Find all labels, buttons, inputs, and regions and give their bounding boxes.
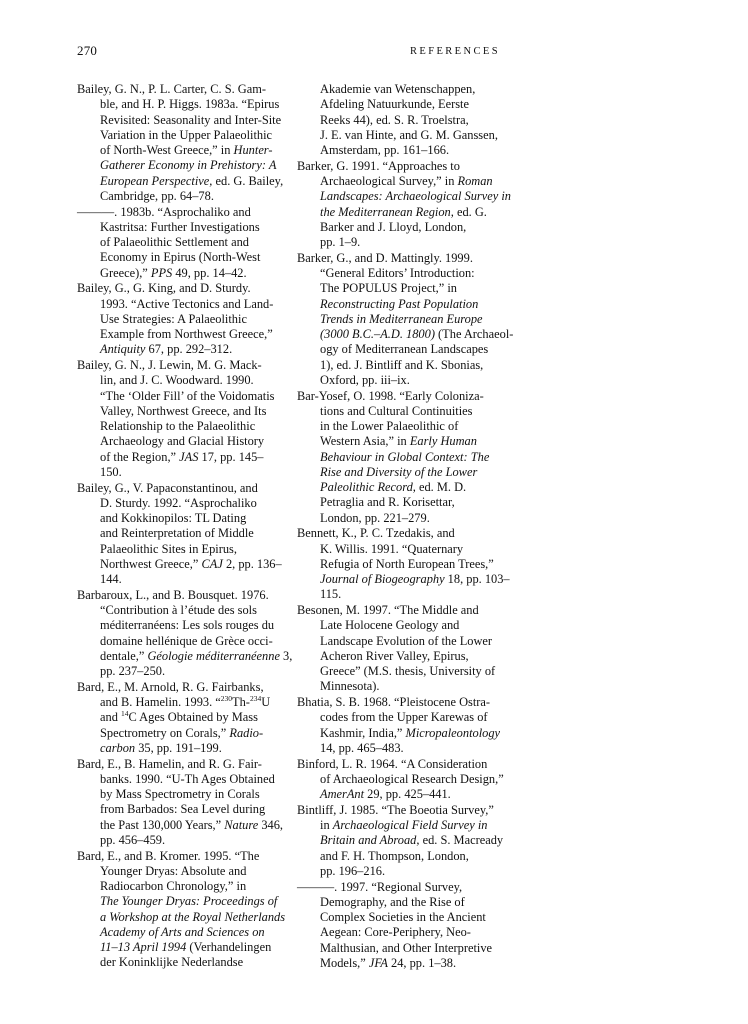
reference-line [77,955,295,970]
reference-line [297,159,499,174]
reference-line [77,281,295,296]
reference-text: Binford, L. R. 1964. “A Consideration [297,756,488,771]
reference-text: J. E. van Hinte, and G. M. Ganssen, [320,127,498,142]
reference-text: and [100,710,121,725]
reference-line [297,389,499,404]
reference-text: K. Willis. 1991. “Quaternary [320,541,464,556]
reference-line [77,603,295,618]
reference-text: dentale,” [100,648,148,663]
reference-entry [297,695,499,756]
italic-text: Reconstructing Past Population [320,296,479,311]
reference-entry [297,389,499,526]
reference-text: pp. 1–9. [320,235,361,249]
reference-line [77,588,295,603]
reference-text: Besonen, M. 1997. “The Middle and [297,603,479,617]
reference-text: (Verhandelingen [186,940,272,954]
reference-text: Greece),” [100,265,151,280]
reference-entry [297,250,514,388]
reference-text: ed. M. D. [415,480,467,494]
reference-entry [297,802,504,879]
reference-text: D. Sturdy. 1992. “Asprochaliko [100,495,257,510]
reference-text: ———. 1997. “Regional Survey, [297,879,463,894]
reference-line [77,879,295,894]
reference-line [297,618,499,633]
reference-line [297,587,499,602]
reference-line [77,113,295,128]
reference-text: Amsterdam, pp. 161–166. [320,143,450,157]
reference-line [77,205,295,220]
reference-line [297,849,499,864]
reference-line [297,266,499,281]
reference-text: pp. 456–459. [100,832,166,847]
reference-line [77,664,295,679]
reference-text: ble, and H. P. Higgs. 1983a. “Epirus [100,97,280,112]
reference-text: 24, pp. 1–38. [387,955,457,970]
reference-text: Valley, Northwest Greece, and Its [100,403,267,418]
italic-text: PPS [150,265,173,280]
italic-text: JAS [179,449,199,464]
reference-text: 150. [100,464,122,479]
reference-text: Bailey, G., G. King, and D. Sturdy. [77,281,251,296]
reference-line [77,389,295,404]
reference-line [297,235,499,250]
reference-text: in the Lower Palaeolithic of [320,419,459,433]
reference-text: Petraglia and R. Korisettar, [320,495,455,510]
reference-text: Kastritsa: Further Investigations [100,219,260,234]
references-column-left [77,82,295,971]
reference-line [297,174,499,189]
reference-text: Barker, G., and D. Mattingly. 1999. [297,250,473,265]
reference-line [77,342,295,357]
reference-line [77,542,295,557]
reference-text: Revisited: Seasonality and Inter-Site [100,112,282,127]
reference-line [77,297,295,312]
reference-line [297,189,511,204]
reference-line [297,557,499,572]
reference-line [297,864,499,879]
reference-text: tions and Cultural Continuities [320,403,473,418]
reference-text: Palaeolithic Sites in Epirus, [100,541,237,556]
reference-line [77,572,295,587]
italic-text: Nature [224,817,259,832]
reference-text: Bailey, G., V. Papaconstantinou, and [77,480,258,495]
reference-line [297,297,499,312]
italic-text: Landscapes: Archaeological Survey in [320,189,511,204]
reference-text: of Archaeological Research Design,” [320,771,504,786]
reference-line [77,557,295,572]
italic-text: Academy of Arts and Sciences on [100,924,265,939]
reference-line [77,864,295,879]
reference-text: 1), ed. J. Bintliff and K. Sbonias, [320,357,484,372]
reference-text: by Mass Spectrometry in Corals [100,787,260,801]
reference-line [77,695,295,710]
reference-line [297,771,504,787]
reference-text: ———. 1983b. “Asprochaliko and [77,204,251,219]
reference-line [297,910,499,925]
italic-text: Antiquity [100,342,146,357]
reference-text: 35, pp. 191–199. [135,740,222,755]
italic-text: Hunter- [233,143,273,157]
reference-line [297,710,499,725]
reference-text: “General Editors’ Introduction: [320,266,475,280]
italic-text: Britain and Abroad, [320,833,420,848]
reference-line [77,511,295,526]
reference-text: Complex Societies in the Ancient [320,910,486,924]
reference-text: 18, pp. 103– [444,572,510,586]
reference-entry [297,526,510,602]
reference-line [297,818,499,833]
reference-text: pp. 196–216. [320,863,386,878]
reference-text: and Kokkinopilos: TL Dating [100,511,247,525]
reference-entry [77,680,295,756]
reference-line [297,434,499,449]
reference-text: Economy in Epirus (North-West [100,250,261,265]
reference-text: Landscape Evolution of the Lower [320,633,493,648]
reference-line [297,741,499,756]
reference-text: ed. G. [453,204,487,219]
reference-text: méditerranéens: Les sols rouges du [100,618,275,633]
italic-text: Gatherer Economy in Prehistory: A [100,158,277,173]
reference-text: 2, pp. 136– [222,556,282,571]
reference-entry [77,205,295,281]
running-head: REFERENCES [410,46,500,57]
reference-entry [77,82,295,204]
reference-line [297,480,499,495]
reference-text: Acheron River Valley, Epirus, [320,648,469,663]
reference-line [77,373,295,388]
reference-line [77,465,295,480]
reference-text: 49, pp. 14–42. [172,265,247,280]
reference-line [77,710,295,725]
reference-line [77,358,295,373]
page-number: 270 [77,43,98,58]
reference-text: Greece” (M.S. thesis, University of [320,664,496,678]
reference-line [297,97,499,112]
reference-line [77,680,295,695]
reference-line [77,757,295,772]
reference-line [77,143,295,158]
reference-text: Kashmir, India,” [320,725,406,740]
reference-line [77,82,295,97]
reference-text: the Past 130,000 Years,” [100,817,225,832]
reference-text: Models,” [320,955,369,970]
reference-text: Bhatia, S. B. 1968. “Pleistocene Ostra- [297,695,491,709]
reference-line [297,281,499,296]
reference-line [297,833,504,848]
reference-entry [77,358,295,480]
reference-line [77,741,295,756]
reference-text: Th- [232,695,250,709]
reference-text: of Palaeolithic Settlement and [100,235,249,249]
reference-text: 115. [320,587,342,602]
reference-line [77,220,295,235]
reference-text: Oxford, pp. iii–ix. [320,372,410,387]
reference-text: ogy of Mediterranean Landscapes [320,342,489,357]
reference-line [77,634,295,649]
reference-text: (The Archaeol- [434,327,514,341]
reference-line [297,803,499,818]
reference-line [77,726,295,741]
reference-text: Northwest Greece,” [100,556,202,571]
reference-line [77,174,295,189]
reference-line [297,526,499,541]
reference-line [77,772,295,787]
reference-text: Bard, E., and B. Kromer. 1995. “The [77,848,260,863]
reference-text: Spectrometry on Corals,” [100,725,230,740]
reference-text: 29, pp. 425–441. [364,787,451,801]
italic-text: Trends in Mediterranean Europe [320,311,483,326]
reference-text: ed. G. Bailey, [212,173,284,188]
reference-entry [297,82,499,158]
reference-line [297,404,499,419]
reference-text: 1993. “Active Tectonics and Land- [100,296,274,311]
reference-entry [297,756,504,803]
reference-line [77,910,295,925]
reference-line [77,787,295,802]
reference-line [297,373,499,388]
reference-text: Aegean: Core-Periphery, Neo- [320,925,471,940]
reference-line [297,450,499,465]
reference-entry [77,849,295,971]
reference-text: Bintliff, J. 1985. “The Boeotia Survey,” [297,802,494,817]
reference-text: Barbaroux, L., and B. Bousquet. 1976. [77,587,269,602]
italic-text: AmerAnt [320,787,365,801]
reference-line [77,894,295,909]
reference-line [77,97,295,112]
reference-text: codes from the Upper Karewas of [320,710,488,725]
reference-line [297,342,499,357]
reference-entry [77,588,295,680]
italic-text: Journal of Biogeography [320,572,445,586]
reference-text: 17, pp. 145– [198,449,264,464]
reference-text: Cambridge, pp. 64–78. [100,188,214,203]
reference-text: Demography, and the Rise of [320,894,465,909]
reference-text: U [261,695,271,709]
italic-text: JFA [368,955,388,970]
italic-text: The Younger Dryas: Proceedings of [100,894,278,909]
italic-text: Géologie méditerranéenne [147,648,280,663]
reference-line [77,818,295,833]
reference-text: and F. H. Thompson, London, [320,848,469,863]
reference-line [297,205,499,220]
reference-line [77,158,295,173]
reference-line [297,495,499,510]
reference-line [297,925,499,940]
reference-line [297,634,499,649]
reference-text: Refugia of North European Trees,” [320,556,494,571]
reference-text: Archaeology and Glacial History [100,434,265,449]
reference-text: Reeks 44), ed. S. R. Troelstra, [320,112,469,127]
italic-text: CAJ [201,556,223,571]
italic-text: Behaviour in Global Context: The [320,449,490,464]
reference-line [77,802,295,817]
reference-line [297,465,499,480]
reference-entry [297,880,499,972]
reference-line [77,189,295,204]
reference-line [297,941,499,956]
reference-line [77,312,295,327]
italic-text: the Mediterranean Region, [320,204,454,219]
reference-text: 144. [100,572,122,586]
reference-text: Bar-Yosef, O. 1998. “Early Coloniza- [297,388,484,403]
reference-line [77,404,295,419]
italic-text: Micropaleontology [405,725,501,740]
reference-entry [77,281,295,357]
reference-text: Relationship to the Palaeolithic [100,419,256,433]
reference-entry [77,757,295,849]
reference-line [297,327,514,342]
reference-line [77,526,295,541]
reference-entry [297,603,499,695]
reference-text: of North-West Greece,” in [100,143,234,157]
reference-line [297,312,499,327]
reference-text: banks. 1990. “U-Th Ages Obtained [100,771,275,786]
reference-line [297,956,499,971]
reference-line [297,358,499,373]
reference-line [77,618,295,633]
reference-line [77,940,295,955]
reference-text: Bard, E., M. Arnold, R. G. Fairbanks, [77,679,264,694]
reference-line [77,250,295,265]
reference-line [297,220,499,235]
reference-line [297,787,499,802]
reference-text: The POPULUS Project,” in [320,281,457,296]
reference-line [77,833,295,848]
reference-line [77,128,295,143]
reference-text: ed. S. Macready [419,833,504,848]
reference-line [297,542,499,557]
reference-text: 14, pp. 465–483. [320,740,404,755]
reference-line [297,113,499,128]
reference-text: Use Strategies: A Palaeolithic [100,311,247,326]
reference-text: Bennett, K., P. C. Tzedakis, and [297,526,455,541]
reference-text: 346, [258,817,283,832]
reference-entry [297,158,511,251]
reference-line [77,849,295,864]
reference-line [297,695,499,710]
reference-text: Barker and J. Lloyd, London, [320,219,467,234]
reference-text: in [320,818,333,832]
reference-text: C Ages Obtained by Mass [128,710,258,725]
reference-line [297,726,499,741]
reference-text: Afdeling Natuurkunde, Eerste [320,97,469,112]
reference-line [77,481,295,496]
italic-text: a Workshop at the Royal Netherlands [100,909,286,924]
reference-line [297,649,499,664]
reference-text: Younger Dryas: Absolute and [100,863,247,878]
reference-text: Western Asia,” in [320,434,410,449]
superscript-text: 230 [220,694,233,703]
reference-line [77,434,295,449]
reference-text: Bailey, G. N., P. L. Carter, C. S. Gam- [77,82,267,96]
italic-text: Radio- [229,725,264,740]
reference-text: der Koninklijke Nederlandse [100,955,244,970]
reference-line [77,450,295,465]
reference-text: Barker, G. 1991. “Approaches to [297,158,460,173]
reference-line [297,757,499,772]
reference-line [297,603,499,618]
reference-text: London, pp. 221–279. [320,510,430,525]
reference-text: Late Holocene Geology and [320,618,460,633]
reference-text: Variation in the Upper Palaeolithic [100,127,273,142]
reference-line [297,251,499,266]
reference-line [297,82,499,97]
reference-text: lin, and J. C. Woodward. 1990. [100,373,254,388]
reference-text: from Barbados: Sea Level during [100,802,266,817]
references-column-right [297,82,514,972]
reference-line [77,496,295,511]
italic-text: Rise and Diversity of the Lower [320,464,478,479]
reference-text: Archaeological Survey,” in [320,174,458,188]
reference-text: of the Region,” [100,449,180,464]
italic-text: 11–13 April 1994 [100,940,187,954]
reference-text: Radiocarbon Chronology,” in [100,879,247,893]
reference-line [297,679,499,694]
reference-text: Akademie van Wetenschappen, [320,82,476,96]
reference-line [77,266,295,281]
reference-text: Example from Northwest Greece,” [100,327,273,341]
reference-line [77,649,295,664]
reference-line [77,925,295,940]
italic-text: carbon [100,740,136,755]
reference-text: Minnesota). [320,679,380,694]
italic-text: Roman [457,174,493,188]
reference-text: “Contribution à l’étude des sols [100,603,257,617]
superscript-text: 14 [121,709,129,719]
reference-text: 67, pp. 292–312. [145,342,233,357]
reference-line [297,128,499,143]
italic-text: Archaeological Field Survey in [332,818,488,832]
reference-line [77,327,295,342]
reference-text: and Reinterpretation of Middle [100,526,254,541]
reference-line [297,511,499,526]
reference-line [297,419,499,434]
italic-text: Early Human [409,434,477,449]
reference-text: and B. Hamelin. 1993. “ [100,695,221,709]
reference-text: Bailey, G. N., J. Lewin, M. G. Mack- [77,358,262,372]
italic-text: (3000 B.C.–A.D. 1800) [320,327,435,341]
reference-line [297,895,499,910]
reference-line [297,143,499,158]
italic-text: European Perspective, [100,173,213,188]
reference-line [297,572,510,587]
reference-text: domaine hellénique de Grèce occi- [100,633,273,648]
italic-text: Paleolithic Record, [320,480,416,494]
superscript-text: 234 [249,694,262,703]
reference-line [77,419,295,434]
reference-text: Malthusian, and Other Interpretive [320,940,493,955]
reference-text: pp. 237–250. [100,664,166,678]
reference-text: “The ‘Older Fill’ of the Voidomatis [100,388,275,403]
reference-text: 3, [279,648,293,663]
reference-line [297,664,499,679]
reference-text: Bard, E., B. Hamelin, and R. G. Fair- [77,756,262,771]
reference-line [77,235,295,250]
reference-line [297,880,499,895]
reference-entry [77,481,295,588]
